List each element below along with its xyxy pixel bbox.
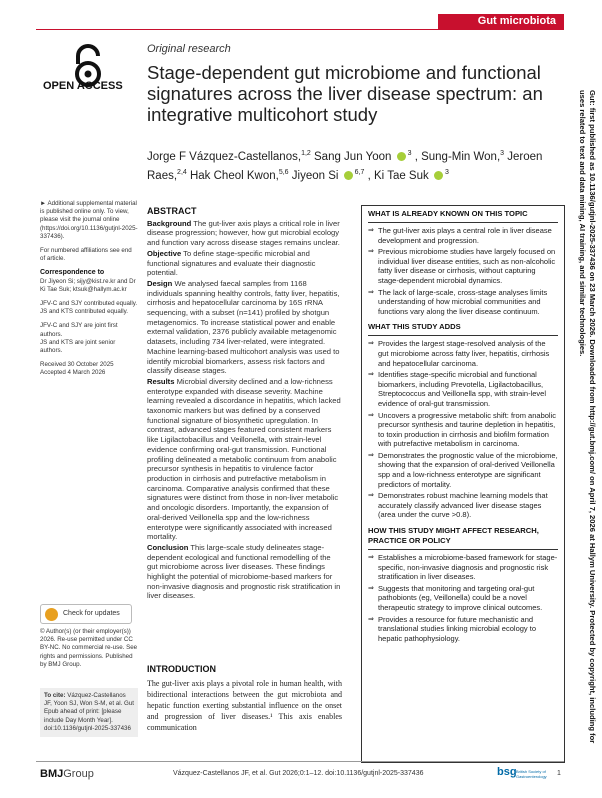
list-item: ⇒ Provides the largest stage-resolved analysis of the gut microbiome across fatty liver, hepatitis, cirrhosis and hepatocellular carcinoma. — [368, 339, 558, 368]
abstract-title: ABSTRACT — [147, 206, 197, 216]
list-item: ⇒ Provides a resource for future mechanistic and translational studies linking microbial ecology to hepatic pathophysiology. — [368, 615, 558, 644]
bsg-logo-text: British Society of Gastroenterology — [516, 769, 547, 779]
list-item: ⇒ Identifies stage-specific microbial and functional biomarkers, including Prevotella, Ligilactobacillus, Streptococcus and Veillonella spp, with strain-level evidence of oral-gut transmission. — [368, 370, 558, 408]
abstract-text: The gut-liver axis plays a critical role in liver disease progression; however, how gut microbial ecology and function vary across disease stages remains unclear. — [147, 218, 340, 248]
abstract-text: This large-scale study delineates stage-dependent ecological and functional remodelling of the gut microbiome across liver diseases. These findings highlight the potential of microbiome-based markers for non-invasive diagnosis and prognostic risk stratification in liver diseases. — [147, 542, 341, 601]
abstract-section — [147, 279, 342, 376]
key-adds-title: WHAT THIS STUDY ADDS — [368, 322, 558, 336]
contribution-note: JFV-C and SJY contributed equally. — [40, 300, 138, 308]
author[interactable]: , Ki Tae Suk — [367, 169, 429, 182]
author-affiliation: 1,2 — [301, 150, 311, 157]
download-notice-text[interactable]: Gut: first published as 10.1136/gutjnl-2025-337436 on 23 March 2026. Downloaded from http://gut.bmj.com/ on April 7, 2026 at Hallym University. Protected by copyright, including for uses related to text and data mining, AI training, and similar technologies. — [578, 90, 597, 744]
abstract-section — [147, 249, 342, 278]
copyright-block — [40, 628, 138, 675]
author-affiliation: 2,4 — [177, 168, 187, 176]
key-affect-list — [368, 553, 558, 643]
list-item: ⇒ Establishes a microbiome-based framework for stage-specific, non-invasive diagnosis and prognostic risk stratification in liver diseases. — [368, 553, 558, 582]
key-known-title: WHAT IS ALREADY KNOWN ON THIS TOPIC — [368, 209, 558, 223]
author-affiliation: 3 — [407, 150, 412, 157]
orcid-icon[interactable] — [397, 152, 406, 161]
key-adds-list — [368, 339, 558, 520]
check-for-updates-label: Check for updates — [63, 610, 120, 617]
page-number: 1 — [557, 770, 561, 777]
author[interactable]: Jorge F Vázquez-Castellanos, — [147, 150, 302, 163]
journal-section-label: Gut microbiota — [477, 15, 556, 27]
key-messages-box — [361, 205, 565, 763]
article-sidebar — [40, 200, 138, 384]
open-access-label: OPEN ACCESS — [43, 80, 123, 92]
abstract-label: Design — [147, 278, 173, 288]
introduction-title: INTRODUCTION — [147, 664, 216, 674]
received-date: Received 30 October 2025 — [40, 361, 114, 369]
author[interactable]: Jeroen Raes, — [147, 150, 543, 182]
cite-text: Vázquez-Castellanos JF, Yoon SJ, Won S-M, et al. Gut Epub ahead of print: [please include Day Month Year]. doi:10.1136/gutjnl-2025-337436 — [44, 692, 134, 732]
introduction — [147, 664, 342, 733]
footer-divider — [36, 761, 564, 762]
article-title: Stage-dependent gut microbiome and functional signatures across the liver disease spectrum: an integrative multicohort study — [147, 62, 543, 125]
list-item: ⇒ The gut-liver axis plays a central role in liver disease development and progression. — [368, 226, 558, 245]
header-divider — [36, 29, 564, 30]
abstract-section — [147, 543, 342, 601]
download-notice — [575, 90, 597, 750]
author[interactable]: Sang Jun Yoon — [314, 150, 392, 163]
list-item: ⇒ Uncovers a progressive metabolic shift: from anabolic precursor synthesis and taurine depletion in hepatitis, to toxin production in cirrhosis and biofilm formation with putrefactive metabolism in carcinoma. — [368, 411, 558, 449]
bmj-logo-suffix: Group — [63, 768, 94, 780]
article-type: Original research — [147, 43, 231, 55]
key-known-list — [368, 226, 558, 316]
correspondence-title: Correspondence to — [40, 269, 105, 277]
author-affiliation: 3 — [444, 168, 449, 176]
contribution-note: JS and KTS contributed equally. — [40, 308, 128, 316]
list-item: ⇒ Demonstrates the prognostic value of the microbiome, showing that the expansion of oral-derived Veillonella spp and a low-richness enterotype are significant predictors of mortality. — [368, 451, 558, 489]
abstract-label: Background — [147, 218, 192, 228]
bmj-logo: BMJGroup — [40, 768, 94, 780]
introduction-text: The gut-liver axis plays a pivotal role in human health, with bidirectional interactions between the gut microbiota and hepatic function exerting substantial influence on the onset and progression of liver diseases.¹ This axis enables communication — [147, 679, 342, 732]
bsg-logo: bsg — [497, 766, 517, 778]
author-affiliation: 3 — [500, 150, 505, 157]
supplemental-note[interactable]: ► Additional supplemental material is published online only. To view, please visit the journal online (https://doi.org/10.1136/gutjnl-2025-337436). — [40, 200, 138, 240]
author-list — [147, 146, 567, 184]
contribution-note: JFV-C and SJY are joint first authors. — [40, 322, 118, 338]
abstract-section — [147, 377, 342, 542]
cite-box — [40, 688, 138, 737]
accepted-date: Accepted 4 March 2026 — [40, 369, 106, 377]
abstract-label: Conclusion — [147, 542, 189, 552]
abstract-text: Microbial diversity declined and a low-richness enterotype expanded with disease severity. Machine learning revealed a discordance in hepatitis, which lacked taxonomic markers but was defined by a conserved functional signature of biosynthetic upregulation. In contrast, advanced stages featured consistent markers like Ligilactobacillus and Veillonella, with strain-level evidence confirming oral-gut transmission. Functional profiling delineated a metabolic continuum from anabolic precursor synthesis in hepatitis to virulence factor production in cirrhosis and putrefactive metabolism in carcinoma. Comparative analysis confirmed that these signatures were distinct from those in non-liver metabolic and oncologic disorders. Importantly, the expansion of oral-derived Veillonella spp and the low-richness enterotype were significantly associated with increased mortality. — [147, 376, 341, 542]
journal-header — [0, 0, 602, 30]
abstract-text: We analysed faecal samples from 1168 individuals spanning healthy controls, fatty liver, hepatitis, cirrhosis and hepatocellular carcinoma by 16S rRNA sequencing, with a subset (n=141) profiled by shotgun metagenomics. To increase statistical power and enable external validation, 2376 publicly available metagenomic datasets, including 734 liver-related, were integrated. Machine learning-based multicohort analysis was used to identify microbial biomarkers, assess risk factors and classify disease stages. — [147, 278, 340, 376]
correspondence-text[interactable]: Dr Jiyeon Si; sijy@kist.re.kr and Dr Ki Tae Suk; ktsuk@hallym.ac.kr — [40, 277, 136, 293]
crossmark-icon — [45, 608, 58, 621]
list-item: ⇒ Suggests that monitoring and targeting oral-gut pathobionts (eg, Veillonella) could be a novel therapeutic strategy to improve clinical outcomes. — [368, 584, 558, 613]
orcid-icon[interactable] — [434, 171, 443, 180]
list-item: ⇒ The lack of large-scale, cross-stage analyses limits understanding of how microbial communities and functions vary along the liver disease continuum. — [368, 288, 558, 317]
abstract — [147, 207, 342, 602]
list-item: ⇒ Previous microbiome studies have largely focused on individual liver disease entities, such as non-alcoholic fatty liver disease or cirrhosis, without capturing stage-dependent microbial dynamics. — [368, 247, 558, 285]
author[interactable]: , Sung-Min Won, — [414, 150, 501, 163]
cite-label: To cite: — [44, 692, 66, 699]
abstract-label: Results — [147, 376, 175, 386]
author[interactable]: Hak Cheol Kwon, — [189, 169, 279, 182]
check-for-updates-button[interactable] — [40, 604, 132, 624]
abstract-text: To define stage-specific microbial and functional signatures and evaluate their diagnostic potential. — [147, 248, 316, 278]
footer-citation: Vázquez-Castellanos JF, et al. Gut 2026;0:1–12. doi:10.1136/gutjnl-2025-337436 — [173, 770, 424, 777]
contribution-note: JS and KTS are joint senior authors. — [40, 338, 116, 355]
key-affect-title: HOW THIS STUDY MIGHT AFFECT RESEARCH, PRACTICE OR POLICY — [368, 526, 558, 550]
affiliations-note: For numbered affiliations see end of article. — [40, 247, 132, 263]
copyright-text: © Author(s) (or their employer(s)) 2026. Re-use permitted under CC BY-NC. No commercial re-use. See rights and permissions. Published by BMJ Group. — [40, 628, 138, 668]
author-affiliation: 5,6 — [278, 168, 289, 176]
list-item: ⇒ Demonstrates robust machine learning models that accurately classify advanced liver disease stages (area under the curve >0.8). — [368, 491, 558, 520]
orcid-icon[interactable] — [344, 171, 353, 180]
author-affiliation: 6,7 — [354, 168, 365, 176]
abstract-section — [147, 219, 342, 248]
author[interactable]: Jiyeon Si — [291, 169, 339, 182]
abstract-label: Objective — [147, 248, 182, 258]
